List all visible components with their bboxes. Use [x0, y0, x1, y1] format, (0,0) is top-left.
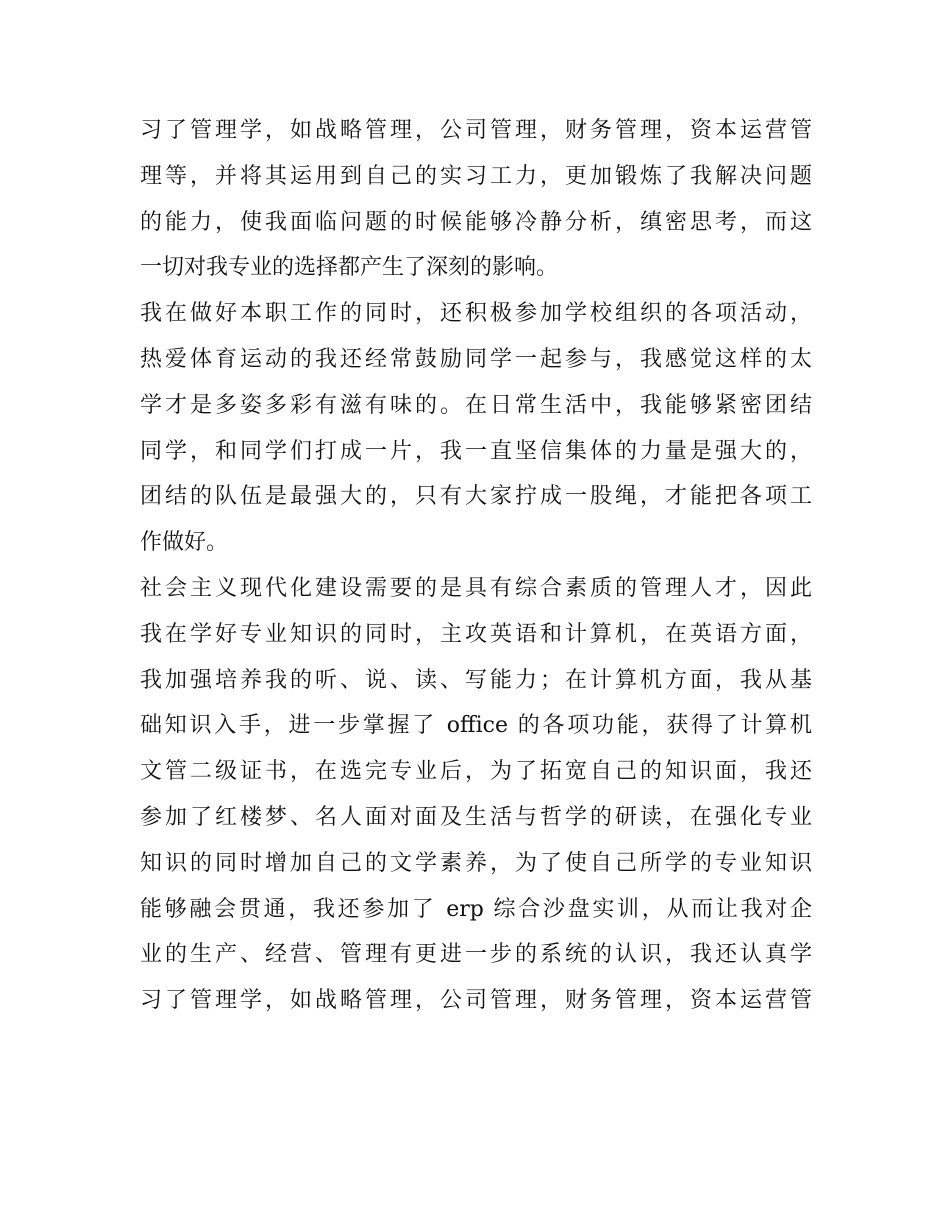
text-line: 础知识入手，进一步掌握了 office 的各项功能，获得了计算机 [140, 713, 812, 739]
text-line: 一切对我专业的选择都产生了深刻的影响。 [140, 255, 559, 281]
text-line: 学才是多姿多彩有滋有味的。在日常生活中，我能够紧密团结 [140, 392, 812, 418]
text-line: 习了管理学，如战略管理，公司管理，财务管理，资本运营管 [140, 118, 812, 143]
text-line: 我在做好本职工作的同时，还积极参加学校组织的各项活动， [140, 301, 812, 327]
text-line: 参加了红楼梦、名人面对面及生活与哲学的研读，在强化专业 [140, 804, 812, 830]
text-line: 作做好。 [140, 530, 229, 556]
text-line: 业的生产、经营、管理有更进一步的系统的认识，我还认真学 [140, 942, 812, 968]
text-line: 团结的队伍是最强大的，只有大家拧成一股绳，才能把各项工 [140, 484, 812, 510]
text-line: 知识的同时增加自己的文学素养，为了使自己所学的专业知识 [140, 850, 812, 876]
text-line: 能够融会贯通，我还参加了 erp 综合沙盘实训，从而让我对企 [140, 896, 812, 922]
document-body [140, 108, 812, 1024]
text-line: 我在学好专业知识的同时，主攻英语和计算机，在英语方面， [140, 621, 812, 647]
text-line: 习了管理学，如战略管理，公司管理，财务管理，资本运营管 [140, 988, 812, 1014]
text-line: 文管二级证书，在选完专业后，为了拓宽自己的知识面，我还 [140, 759, 812, 785]
text-line: 热爱体育运动的我还经常鼓励同学一起参与，我感觉这样的太 [140, 346, 812, 372]
text-line: 的能力，使我面临问题的时候能够冷静分析，缜密思考，而这 [140, 209, 812, 235]
text-line: 社会主义现代化建设需要的是具有综合素质的管理人才，因此 [140, 575, 812, 601]
paragraph-2 [140, 291, 812, 566]
text-line: 理等，并将其运用到自己的实习工力，更加锻炼了我解决问题 [140, 163, 812, 189]
text-line: 同学，和同学们打成一片，我一直坚信集体的力量是强大的， [140, 438, 812, 464]
paragraph-3 [140, 566, 812, 1024]
paragraph-1 [140, 108, 812, 291]
text-line: 我加强培养我的听、说、读、写能力；在计算机方面，我从基 [140, 667, 812, 693]
